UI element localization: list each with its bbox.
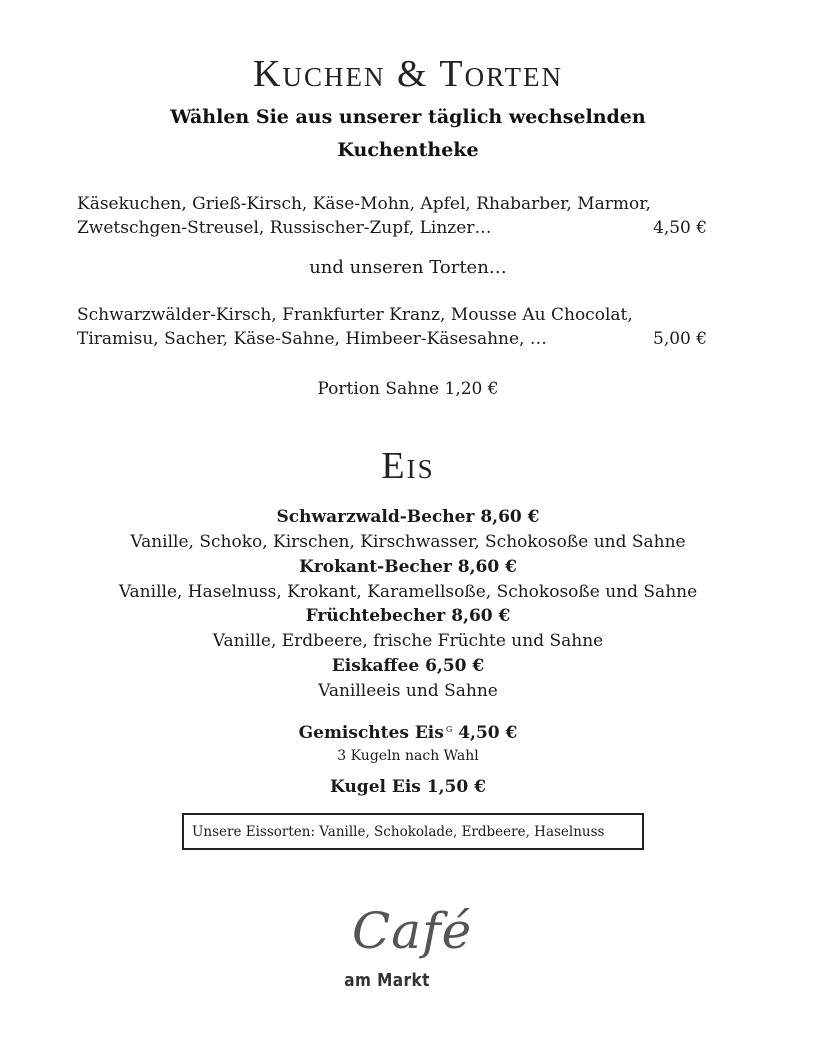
sahne-portion: Portion Sahne 1,20 € [317,379,499,399]
ice-flavors-box [182,813,644,850]
ice-flavors-text: Unsere Eissorten: Vanille, Schokolade, Erdbeere, Haselnuss [192,824,605,840]
torten-price: 5,00 € [653,329,708,349]
torten-list-line-2: Tiramisu, Sacher, Käse-Sahne, Himbeer-Käsesahne, … [77,329,547,349]
ice-section-title: Eis [381,445,435,487]
ice-item-name: Eiskaffee 6,50 € [331,656,485,676]
ice-item-name: Früchtebecher 8,60 € [305,606,511,626]
logo-cafe-text: Café [352,902,473,960]
cakes-subtitle-line-1: Wählen Sie aus unserer täglich wechselnden [170,106,646,128]
logo-subtitle [336,970,446,991]
gemischtes-eis-desc: 3 Kugeln nach Wahl [337,748,479,764]
ice-item-desc: Vanilleeis und Sahne [318,681,498,701]
logo-sub-text: am Markt [344,970,430,991]
gemischtes-eis-heading [0,723,816,743]
torten-intro: und unseren Torten… [309,257,507,278]
cakes-subtitle-line-2: Kuchentheke [337,139,479,161]
ice-item-name: Krokant-Becher 8,60 € [299,557,517,577]
cakes-price: 4,50 € [653,218,708,238]
cakes-list-line-1: Käsekuchen, Grieß-Kirsch, Käse-Mohn, Apfel, Rhabarber, Marmor, [77,194,651,214]
ice-item-desc: Vanille, Schoko, Kirschen, Kirschwasser, Schokosoße und Sahne [130,532,686,552]
ice-item-desc: Vanille, Haselnuss, Krokant, Karamellsoße, Schokosoße und Sahne [118,582,698,602]
allergen-mark: G [445,725,453,734]
cakes-list-line-2: Zwetschgen-Streusel, Russischer-Zupf, Linzer… [77,218,492,238]
cakes-section-title: Kuchen & Torten [253,53,563,95]
gemischtes-eis-name: Gemischtes Eis [298,723,444,743]
kugel-eis: Kugel Eis 1,50 € [330,777,486,797]
cafe-logo [352,902,482,960]
torten-list-line-1: Schwarzwälder-Kirsch, Frankfurter Kranz, Mousse Au Chocolat, [77,305,633,325]
gemischtes-eis-price: 4,50 € [458,723,518,743]
ice-item-name: Schwarzwald-Becher 8,60 € [276,507,540,527]
ice-item-desc: Vanille, Erdbeere, frische Früchte und Sahne [212,631,604,651]
